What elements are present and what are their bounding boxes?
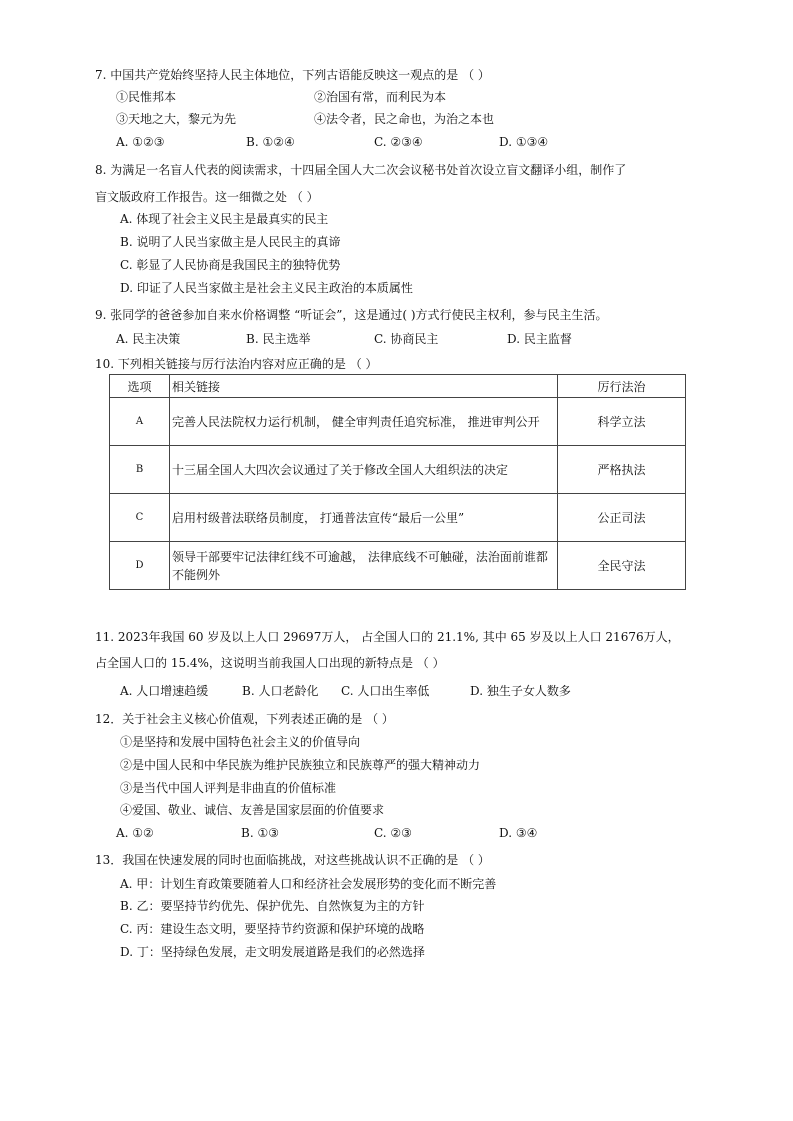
q10-header-row bbox=[110, 375, 686, 398]
q12-choice-a: A. ①② bbox=[116, 826, 154, 840]
q11-stem-line1: 11. 2023年我国 60 岁及以上人口 29697万人， 占全国人口的 21.1%, 其中 65 岁及以上人口 21676万人， bbox=[95, 630, 680, 644]
q13-choice-c: C. 丙：建设生态文明，要坚持节约资源和保护环境的战略 bbox=[120, 922, 425, 936]
q11-stem-line2: 占全国人口的 15.4%，这说明当前我国人口出现的新特点是 （ ） bbox=[95, 656, 445, 670]
q13-choice-a: A. 甲：计划生育政策要随着人口和经济社会发展形势的变化而不断完善 bbox=[120, 877, 497, 891]
q11-choice-a: A. 人口增速趋缓 bbox=[120, 684, 209, 698]
q10-row-c-option: C bbox=[110, 494, 170, 542]
q10-row-d-link: 领导干部要牢记法律红线不可逾越， 法律底线不可触碰，法治面前谁都不能例外 bbox=[170, 542, 558, 590]
q8-stem-line1: 8. 为满足一名盲人代表的阅读需求，十四届全国人大二次会议秘书处首次设立盲文翻译小组，制作了 bbox=[95, 163, 627, 177]
q9-stem: 9. 张同学的爸爸参加自来水价格调整 “听证会”，这是通过( )方式行使民主权利，参与民主生活。 bbox=[95, 308, 608, 322]
q10-row-d-law: 全民守法 bbox=[558, 542, 686, 590]
q8-choice-b: B. 说明了人民当家做主是人民民主的真谛 bbox=[120, 235, 341, 249]
q7-choice-d: D. ①③④ bbox=[499, 135, 549, 149]
table-row bbox=[110, 494, 686, 542]
q10-row-a-law: 科学立法 bbox=[558, 398, 686, 446]
q11-choice-d: D. 独生子女人数多 bbox=[470, 684, 571, 698]
q12-stem: 12．关于社会主义核心价值观，下列表述正确的是 （ ） bbox=[95, 712, 394, 726]
q12-choice-c: C. ②③ bbox=[374, 826, 412, 840]
q10-row-d-option: D bbox=[110, 542, 170, 590]
q9-choice-d: D. 民主监督 bbox=[507, 332, 572, 346]
q12-item-3: ③是当代中国人评判是非曲直的价值标准 bbox=[120, 781, 337, 795]
q7-item-4: ④法令者，民之命也，为治之本也 bbox=[314, 112, 495, 126]
q7-stem: 7. 中国共产党始终坚持人民主体地位，下列古语能反映这一观点的是 （ ） bbox=[95, 68, 490, 82]
q12-choice-b: B. ①③ bbox=[241, 826, 279, 840]
q10-row-b-link: 十三届全国人大四次会议通过了关于修改全国人大组织法的决定 bbox=[170, 446, 558, 494]
q8-choice-a: A. 体现了社会主义民主是最真实的民主 bbox=[120, 212, 329, 226]
q7-item-3: ③天地之大，黎元为先 bbox=[116, 112, 237, 126]
q10-row-b-law: 严格执法 bbox=[558, 446, 686, 494]
table-row bbox=[110, 542, 686, 590]
q12-item-4: ④爱国、敬业、诚信、友善是国家层面的价值要求 bbox=[120, 803, 385, 817]
q7-item-2: ②治国有常，而利民为本 bbox=[314, 90, 447, 104]
q10-header-law: 厉行法治 bbox=[558, 375, 686, 398]
q11-choice-c: C. 人口出生率低 bbox=[341, 684, 430, 698]
q8-choice-c: C. 彰显了人民协商是我国民主的独特优势 bbox=[120, 258, 341, 272]
q12-choice-d: D. ③④ bbox=[499, 826, 538, 840]
q9-choice-c: C. 协商民主 bbox=[374, 332, 439, 346]
q11-choice-b: B. 人口老龄化 bbox=[242, 684, 319, 698]
q10-row-a-option: A bbox=[110, 398, 170, 446]
q10-row-b-option: B bbox=[110, 446, 170, 494]
q12-item-1: ①是坚持和发展中国特色社会主义的价值导向 bbox=[120, 735, 361, 749]
table-row bbox=[110, 446, 686, 494]
q7-item-1: ①民惟邦本 bbox=[116, 90, 177, 104]
q10-row-c-law: 公正司法 bbox=[558, 494, 686, 542]
q10-table bbox=[109, 374, 686, 590]
q7-choice-c: C. ②③④ bbox=[374, 135, 423, 149]
q10-row-c-link: 启用村级普法联络员制度， 打通普法宣传“最后一公里” bbox=[170, 494, 558, 542]
q7-choice-a: A. ①②③ bbox=[116, 135, 165, 149]
q13-choice-b: B. 乙：要坚持节约优先、保护优先、自然恢复为主的方针 bbox=[120, 899, 425, 913]
q10-header-option: 选项 bbox=[110, 375, 170, 398]
q9-choice-b: B. 民主选举 bbox=[246, 332, 311, 346]
q13-choice-d: D. 丁：坚持绿色发展，走文明发展道路是我们的必然选择 bbox=[120, 945, 425, 959]
q7-choice-b: B. ①②④ bbox=[246, 135, 295, 149]
q10-header-link: 相关链接 bbox=[170, 375, 558, 398]
q8-choice-d: D. 印证了人民当家做主是社会主义民主政治的本质属性 bbox=[120, 281, 413, 295]
q9-choice-a: A. 民主决策 bbox=[116, 332, 181, 346]
q10-stem: 10. 下列相关链接与厉行法治内容对应正确的是 （ ） bbox=[95, 357, 378, 371]
q13-stem: 13．我国在快速发展的同时也面临挑战，对这些挑战认识不正确的是 （ ） bbox=[95, 853, 490, 867]
q10-row-a-link: 完善人民法院权力运行机制， 健全审判责任追究标准， 推进审判公开 bbox=[170, 398, 558, 446]
q8-stem-line2: 盲文版政府工作报告。这一细微之处 （ ） bbox=[95, 190, 319, 204]
q12-item-2: ②是中国人民和中华民族为维护民族独立和民族尊严的强大精神动力 bbox=[120, 758, 481, 772]
table-row bbox=[110, 398, 686, 446]
